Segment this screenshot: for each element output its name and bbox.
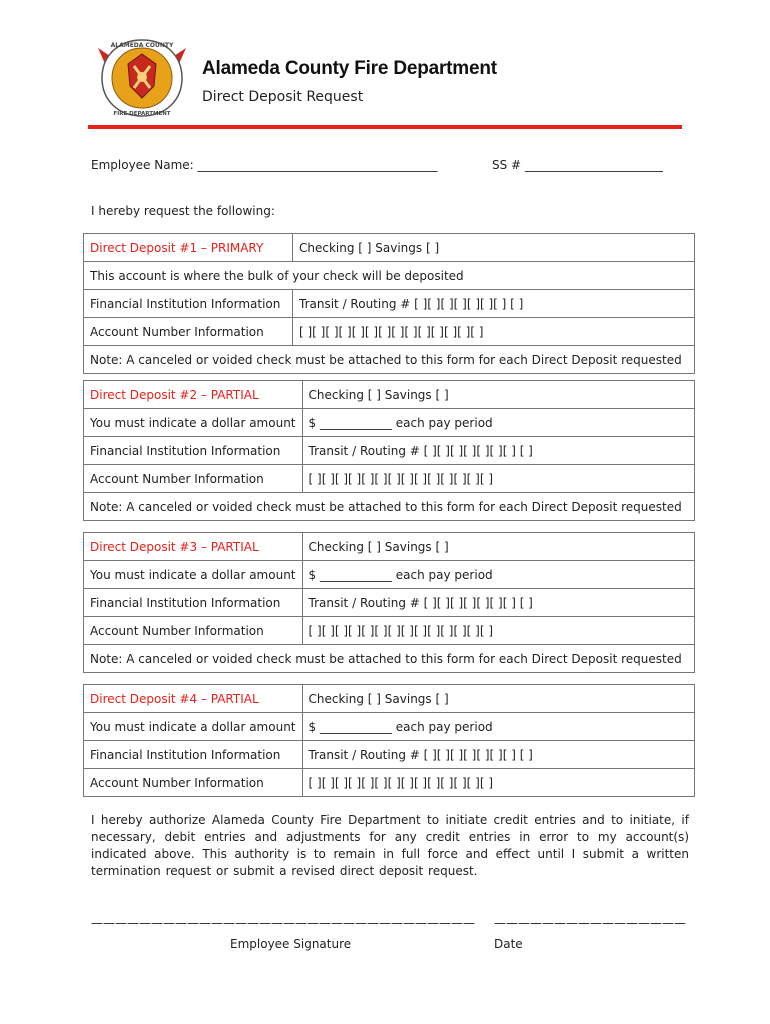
deposit-2-account-label: Account Number Information bbox=[84, 465, 303, 493]
fire-department-badge-logo bbox=[96, 36, 188, 120]
deposit-2-account-type[interactable]: Checking [ ] Savings [ ] bbox=[302, 381, 694, 409]
deposit-3-account-label: Account Number Information bbox=[84, 617, 303, 645]
deposit-3-routing-field[interactable]: Transit / Routing # [ ][ ][ ][ ][ ][ ][ ] [ ] bbox=[302, 589, 694, 617]
deposit-2-heading: Direct Deposit #2 – PARTIAL bbox=[84, 381, 303, 409]
deposit-1-bulk-note: This account is where the bulk of your check will be deposited bbox=[84, 262, 695, 290]
direct-deposit-3-table bbox=[83, 532, 695, 673]
direct-deposit-2-table bbox=[83, 380, 695, 521]
deposit-4-account-type[interactable]: Checking [ ] Savings [ ] bbox=[302, 685, 694, 713]
deposit-1-note: Note: A canceled or voided check must be attached to this form for each Direct Deposit requested bbox=[84, 346, 695, 374]
deposit-3-amount-field[interactable]: $ ____________ each pay period bbox=[302, 561, 694, 589]
header-divider bbox=[88, 125, 682, 129]
deposit-1-account-label: Account Number Information bbox=[84, 318, 293, 346]
deposit-3-account-field[interactable]: [ ][ ][ ][ ][ ][ ][ ][ ][ ][ ][ ][ ][ ][ ] bbox=[302, 617, 694, 645]
deposit-4-account-label: Account Number Information bbox=[84, 769, 303, 797]
ss-number-field[interactable]: SS # _______________________ bbox=[492, 158, 663, 172]
deposit-2-amount-label: You must indicate a dollar amount bbox=[84, 409, 303, 437]
deposit-4-amount-label: You must indicate a dollar amount bbox=[84, 713, 303, 741]
employee-signature-label: Employee Signature bbox=[230, 937, 352, 951]
date-label: Date bbox=[494, 937, 523, 951]
svg-text:FIRE DEPARTMENT: FIRE DEPARTMENT bbox=[113, 111, 171, 117]
deposit-3-fi-label: Financial Institution Information bbox=[84, 589, 303, 617]
deposit-4-account-field[interactable]: [ ][ ][ ][ ][ ][ ][ ][ ][ ][ ][ ][ ][ ][ ] bbox=[302, 769, 694, 797]
direct-deposit-1-table bbox=[83, 233, 695, 374]
deposit-2-routing-field[interactable]: Transit / Routing # [ ][ ][ ][ ][ ][ ][ ] [ ] bbox=[302, 437, 694, 465]
deposit-1-account-field[interactable]: [ ][ ][ ][ ][ ][ ][ ][ ][ ][ ][ ][ ][ ][ ] bbox=[293, 318, 695, 346]
deposit-3-heading: Direct Deposit #3 – PARTIAL bbox=[84, 533, 303, 561]
deposit-4-routing-field[interactable]: Transit / Routing # [ ][ ][ ][ ][ ][ ][ ] [ ] bbox=[302, 741, 694, 769]
deposit-3-account-type[interactable]: Checking [ ] Savings [ ] bbox=[302, 533, 694, 561]
page-subtitle: Direct Deposit Request bbox=[202, 89, 364, 105]
employee-signature-line[interactable]: ———————————————————————————————— bbox=[91, 916, 475, 930]
deposit-3-note: Note: A canceled or voided check must be attached to this form for each Direct Deposit requested bbox=[84, 645, 695, 673]
deposit-1-routing-field[interactable]: Transit / Routing # [ ][ ][ ][ ][ ][ ][ ] [ ] bbox=[293, 290, 695, 318]
deposit-4-heading: Direct Deposit #4 – PARTIAL bbox=[84, 685, 303, 713]
request-intro: I hereby request the following: bbox=[91, 204, 275, 218]
deposit-2-account-field[interactable]: [ ][ ][ ][ ][ ][ ][ ][ ][ ][ ][ ][ ][ ][ ] bbox=[302, 465, 694, 493]
date-line[interactable]: ———————————————— bbox=[494, 916, 686, 930]
direct-deposit-4-table bbox=[83, 684, 695, 797]
svg-text:ALAMEDA COUNTY: ALAMEDA COUNTY bbox=[110, 42, 174, 49]
deposit-4-amount-field[interactable]: $ ____________ each pay period bbox=[302, 713, 694, 741]
deposit-3-amount-label: You must indicate a dollar amount bbox=[84, 561, 303, 589]
deposit-2-note: Note: A canceled or voided check must be attached to this form for each Direct Deposit requested bbox=[84, 493, 695, 521]
deposit-2-fi-label: Financial Institution Information bbox=[84, 437, 303, 465]
authorization-paragraph: I hereby authorize Alameda County Fire Department to initiate credit entries and to initiate, if necessary, debit entries and adjustments for any credit entries in error to my account(s) indicated above. This authority is to remain in full force and effect until I submit a written termination request or submit a revised direct deposit request. bbox=[91, 813, 689, 878]
page-title: Alameda County Fire Department bbox=[202, 58, 497, 79]
deposit-1-heading: Direct Deposit #1 – PRIMARY bbox=[84, 234, 293, 262]
deposit-1-account-type[interactable]: Checking [ ] Savings [ ] bbox=[293, 234, 695, 262]
deposit-2-amount-field[interactable]: $ ____________ each pay period bbox=[302, 409, 694, 437]
deposit-4-fi-label: Financial Institution Information bbox=[84, 741, 303, 769]
deposit-1-fi-label: Financial Institution Information bbox=[84, 290, 293, 318]
employee-name-field[interactable]: Employee Name: ________________________________________ bbox=[91, 158, 438, 172]
